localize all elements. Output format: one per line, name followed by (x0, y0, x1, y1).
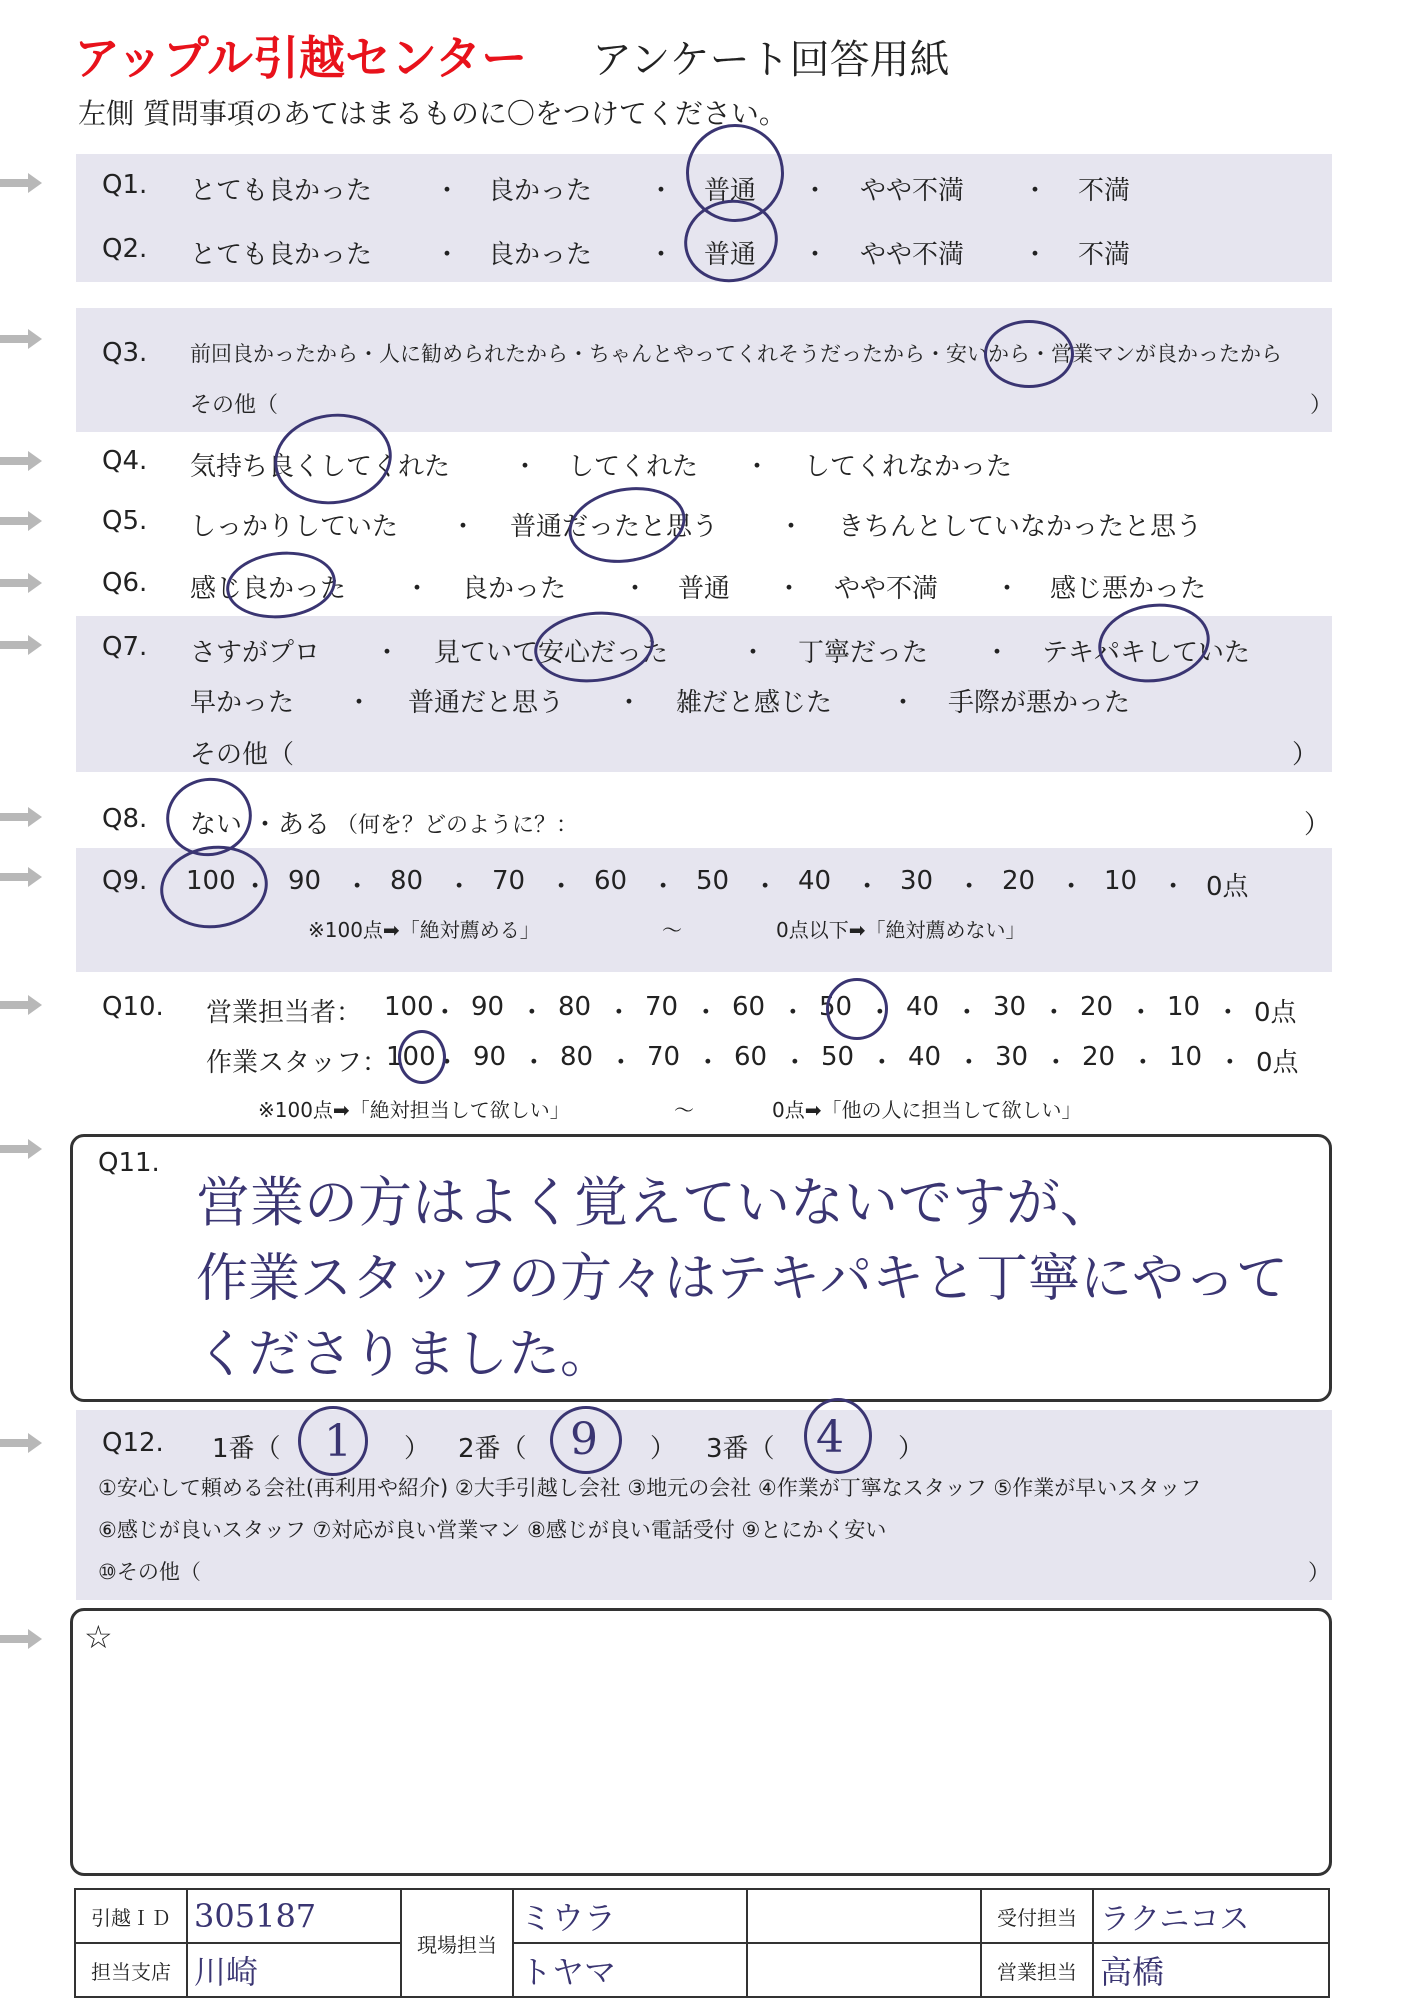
q3-answer-circle (984, 320, 1074, 388)
q7-option[interactable]: 丁寧だった (798, 638, 929, 668)
separator: ・ (1058, 872, 1085, 902)
separator: ・ (890, 688, 917, 718)
q4-number: Q4. (102, 446, 148, 476)
separator: ・ (744, 452, 771, 482)
separator: ・ (802, 240, 829, 270)
q10-sales-scale-value[interactable]: 70 (645, 992, 679, 1022)
q9-note-right: 0点以下➡「絶対薦めない」 (776, 918, 1026, 942)
arrow-icon (0, 1628, 44, 1650)
separator: ・ (1214, 998, 1241, 1028)
q11-handwriting-line: 営業の方はよく覚えていないですが、 (196, 1171, 1114, 1234)
q10-sales-scale-value[interactable]: 60 (732, 992, 766, 1022)
arrow-icon (0, 866, 44, 888)
q10-sales-label: 営業担当者： (206, 998, 363, 1028)
q6-number: Q6. (102, 568, 148, 598)
separator: ・ (1216, 1048, 1243, 1078)
separator: ・ (994, 574, 1021, 604)
q5-option[interactable]: 普通だったと思う (510, 512, 719, 542)
q2-option[interactable]: 普通 (704, 240, 757, 270)
separator: ・ (854, 872, 881, 902)
arrow-icon (0, 572, 44, 594)
separator: ・ (520, 1048, 547, 1078)
q10-number: Q10. (102, 992, 164, 1022)
q9-scale-value[interactable]: 0点 (1206, 872, 1249, 902)
q3-other-close: ） (1310, 393, 1333, 418)
star-icon: ☆ (84, 1618, 113, 1656)
q3-other-label: その他（ (190, 393, 279, 418)
separator: ・ (607, 1048, 634, 1078)
q10-staff-scale-value[interactable]: 30 (995, 1042, 1029, 1072)
move-id-label: 引越ＩＤ (75, 1889, 187, 1943)
q12-number: Q12. (102, 1428, 164, 1458)
separator: ・ (446, 872, 473, 902)
q10-note-left: ※100点➡「絶対担当して欲しい」 (258, 1098, 570, 1122)
q10-sales-scale-value[interactable]: 30 (993, 992, 1027, 1022)
q9-note-left: ※100点➡「絶対薦める」 (308, 918, 540, 942)
q1-option[interactable]: 良かった (488, 176, 593, 206)
separator: ・ (866, 998, 893, 1028)
q10-staff-answer-circle (398, 1030, 446, 1084)
q12-rank3-circle (804, 1398, 872, 1474)
q10-sales-scale-value[interactable]: 80 (558, 992, 592, 1022)
arrow-icon (0, 450, 44, 472)
separator: ・ (752, 872, 779, 902)
q10-note-right: 0点➡「他の人に担当して欲しい」 (772, 1098, 1082, 1122)
separator: ・ (518, 998, 545, 1028)
q12-choices-line: ①安心して頼める会社(再利用や紹介) ②大手引越し会社 ③地元の会社 ④作業が丁寧なスタッフ ⑤作業が早いスタッフ (98, 1476, 1202, 1500)
separator: ・ (650, 872, 677, 902)
sales-value: 高橋 (1093, 1943, 1329, 1997)
q9-scale-value[interactable]: 50 (696, 866, 730, 896)
q10-sales-scale-value[interactable]: 100 (384, 992, 434, 1022)
q12-close: ） (650, 1434, 677, 1464)
q12-close: ） (404, 1434, 431, 1464)
q9-scale-value[interactable]: 60 (594, 866, 628, 896)
q2-number: Q2. (102, 234, 148, 264)
q10-staff-scale-value[interactable]: 10 (1169, 1042, 1203, 1072)
q10-sales-scale-value[interactable]: 90 (471, 992, 505, 1022)
separator: ・ (1042, 1048, 1069, 1078)
q4-option[interactable]: してくれなかった (804, 452, 1013, 482)
q9-scale-value[interactable]: 100 (186, 866, 236, 896)
q4-option[interactable]: 気持ち良くしてくれた (190, 452, 451, 482)
q10-sales-scale-value[interactable]: 50 (819, 992, 853, 1022)
q2-option[interactable]: 良かった (488, 240, 593, 270)
instruction-text: 左側 質問事項のあてはまるものに〇をつけてください。 (78, 97, 787, 130)
q10-staff-scale-value[interactable]: 70 (647, 1042, 681, 1072)
separator: ・ (778, 512, 805, 542)
separator: ・ (1129, 1048, 1156, 1078)
q10-staff-scale-value[interactable]: 50 (821, 1042, 855, 1072)
separator: ・ (1127, 998, 1154, 1028)
staff-info-table (74, 1888, 1330, 1998)
q6-option[interactable]: 良かった (462, 574, 567, 604)
form-subtitle: アンケート回答用紙 (592, 37, 950, 83)
q3-options-line[interactable]: 前回良かったから・人に勧められたから・ちゃんとやってくれそうだったから・安いから・営業マンが良かったから (190, 342, 1282, 366)
site-staff-blank (747, 1943, 981, 1997)
q8-close: ） (1304, 810, 1331, 840)
separator: ・ (512, 452, 539, 482)
separator: ・ (955, 1048, 982, 1078)
q1-option[interactable]: やや不満 (860, 176, 965, 206)
q12-rank2-value[interactable]: 9 (570, 1414, 598, 1465)
q10-sales-scale-value[interactable]: 10 (1167, 992, 1201, 1022)
q7-option[interactable]: 早かった (190, 688, 295, 718)
q10-sales-scale-value[interactable]: 20 (1080, 992, 1114, 1022)
separator: ・ (346, 688, 373, 718)
separator: ・ (1040, 998, 1067, 1028)
q12-rank1-value[interactable]: 1 (324, 1416, 352, 1467)
separator: ・ (648, 240, 675, 270)
q10-sales-scale-value[interactable]: 40 (906, 992, 940, 1022)
separator: ・ (781, 1048, 808, 1078)
q9-scale-value[interactable]: 90 (288, 866, 322, 896)
q9-scale-value[interactable]: 70 (492, 866, 526, 896)
site-staff-2: トヤマ (513, 1943, 747, 1997)
separator: ・ (344, 872, 371, 902)
q9-number: Q9. (102, 866, 148, 896)
q8-number: Q8. (102, 804, 148, 834)
q2-option[interactable]: とても良かった (190, 240, 373, 270)
separator: ・ (431, 998, 458, 1028)
separator: ・ (648, 176, 675, 206)
arrow-icon (0, 1432, 44, 1454)
q12-rank3-label: 3番（ (706, 1434, 775, 1464)
separator: ・ (1022, 176, 1049, 206)
site-staff-label: 現場担当 (401, 1889, 513, 1997)
separator: ・ (692, 998, 719, 1028)
separator: ・ (605, 998, 632, 1028)
star-comment-box[interactable] (70, 1608, 1332, 1876)
separator: ・ (242, 872, 269, 902)
q12-choices-line: ⑩その他（ (98, 1560, 201, 1584)
q4-option[interactable]: してくれた (568, 452, 699, 482)
q6-option[interactable]: やや不満 (834, 574, 939, 604)
q10-staff-scale-value[interactable]: 40 (908, 1042, 942, 1072)
q10-tilde: ～ (674, 1098, 694, 1122)
q1-number: Q1. (102, 170, 148, 200)
q10-staff-label: 作業スタッフ： (206, 1048, 389, 1078)
q2-option[interactable]: 不満 (1078, 240, 1131, 270)
arrow-icon (0, 994, 44, 1016)
arrow-icon (0, 1138, 44, 1160)
q9-tilde: ～ (662, 918, 682, 942)
separator: ・ (622, 574, 649, 604)
q12-rank1-circle (298, 1406, 368, 1476)
separator: ・ (953, 998, 980, 1028)
q7-other-label: その他（ (190, 740, 295, 770)
separator: ・ (616, 688, 643, 718)
site-staff-1: ミウラ (513, 1889, 747, 1943)
q12-choices-line: ⑥感じが良いスタッフ ⑦対応が良い営業マン ⑧感じが良い電話受付 ⑨とにかく安い (98, 1518, 887, 1542)
q5-number: Q5. (102, 506, 148, 536)
q12-close: ） (898, 1434, 925, 1464)
q9-scale-value[interactable]: 80 (390, 866, 424, 896)
separator: ・ (802, 176, 829, 206)
q12-rank3-value[interactable]: 4 (816, 1412, 844, 1463)
q5-answer-circle (562, 478, 691, 571)
arrow-icon (0, 806, 44, 828)
q11-number: Q11. (98, 1148, 160, 1178)
q12-rank2-circle (550, 1406, 622, 1474)
q8-prompt: （何を？どのように？： (336, 813, 579, 838)
q11-handwriting-line: くださりました。 (196, 1325, 613, 1385)
separator: ・ (434, 240, 461, 270)
separator: ・ (1022, 240, 1049, 270)
q10-staff-scale-value[interactable]: 60 (734, 1042, 768, 1072)
separator: ・ (984, 638, 1011, 668)
q6-answer-circle (223, 546, 339, 623)
q12-rank1-label: 1番（ (212, 1434, 281, 1464)
q10-staff-scale-value[interactable]: 90 (473, 1042, 507, 1072)
separator: ・ (740, 638, 767, 668)
q1-option[interactable]: とても良かった (190, 176, 373, 206)
separator: ・ (433, 1048, 460, 1078)
q10-staff-scale-value[interactable]: 100 (386, 1042, 436, 1072)
reception-label: 受付担当 (981, 1889, 1093, 1943)
q12-rank2-label: 2番（ (458, 1434, 527, 1464)
separator: ・ (694, 1048, 721, 1078)
branch-value: 川崎 (187, 1943, 401, 1997)
q9-scale-value[interactable]: 10 (1104, 866, 1138, 896)
separator: ・ (956, 872, 983, 902)
q12-choices-close: ） (1308, 1561, 1331, 1586)
separator: ・ (779, 998, 806, 1028)
q7-number: Q7. (102, 632, 148, 662)
q7-option[interactable]: 雑だと感じた (676, 688, 833, 718)
q7-option[interactable]: 手際が悪かった (948, 688, 1131, 718)
sales-label: 営業担当 (981, 1943, 1093, 1997)
move-id-value: 305187 (187, 1889, 401, 1943)
arrow-icon (0, 634, 44, 656)
branch-label: 担当支店 (75, 1943, 187, 1997)
q7-option[interactable]: さすがプロ (190, 638, 321, 668)
separator: ・ (776, 574, 803, 604)
q10-staff-scale-value[interactable]: 80 (560, 1042, 594, 1072)
separator: ・ (374, 638, 401, 668)
q5-option[interactable]: しっかりしていた (190, 512, 399, 542)
separator: ・ (404, 574, 431, 604)
q1-option[interactable]: 普通 (704, 176, 757, 206)
q10-staff-scale-value[interactable]: 0点 (1256, 1048, 1299, 1078)
q9-scale-value[interactable]: 20 (1002, 866, 1036, 896)
site-staff-blank (747, 1889, 981, 1943)
q6-option[interactable]: 感じ良かった (190, 574, 347, 604)
brand-title: アップル引越センター (74, 31, 528, 85)
arrow-icon (0, 172, 44, 194)
q3-number: Q3. (102, 338, 148, 368)
q5-option[interactable]: きちんとしていなかったと思う (838, 512, 1203, 542)
q7-option[interactable]: テキパキしていた (1042, 638, 1251, 668)
q8-option-none[interactable]: ない (190, 810, 243, 840)
arrow-icon (0, 510, 44, 532)
separator: ・ (1160, 872, 1187, 902)
q6-option[interactable]: 感じ悪かった (1050, 574, 1207, 604)
q11-handwriting-line: 作業スタッフの方々はテキパキと丁寧にやって (196, 1249, 1289, 1309)
q1-option[interactable]: 不満 (1078, 176, 1131, 206)
q7-option[interactable]: 見ていて安心だった (434, 638, 669, 668)
q9-scale-value[interactable]: 40 (798, 866, 832, 896)
arrow-icon (0, 328, 44, 350)
q7-option[interactable]: 普通だと思う (408, 688, 565, 718)
separator: ・ (868, 1048, 895, 1078)
q8-option-some[interactable]: ・ある (252, 810, 331, 840)
reception-value: ラクニコス (1093, 1889, 1329, 1943)
q9-scale-value[interactable]: 30 (900, 866, 934, 896)
separator: ・ (548, 872, 575, 902)
separator: ・ (434, 176, 461, 206)
q10-staff-scale-value[interactable]: 20 (1082, 1042, 1116, 1072)
q6-option[interactable]: 普通 (678, 574, 731, 604)
q2-option[interactable]: やや不満 (860, 240, 965, 270)
q10-sales-scale-value[interactable]: 0点 (1254, 998, 1297, 1028)
separator: ・ (450, 512, 477, 542)
q10-sales-answer-circle (826, 978, 888, 1040)
q7-other-close: ） (1292, 740, 1319, 770)
